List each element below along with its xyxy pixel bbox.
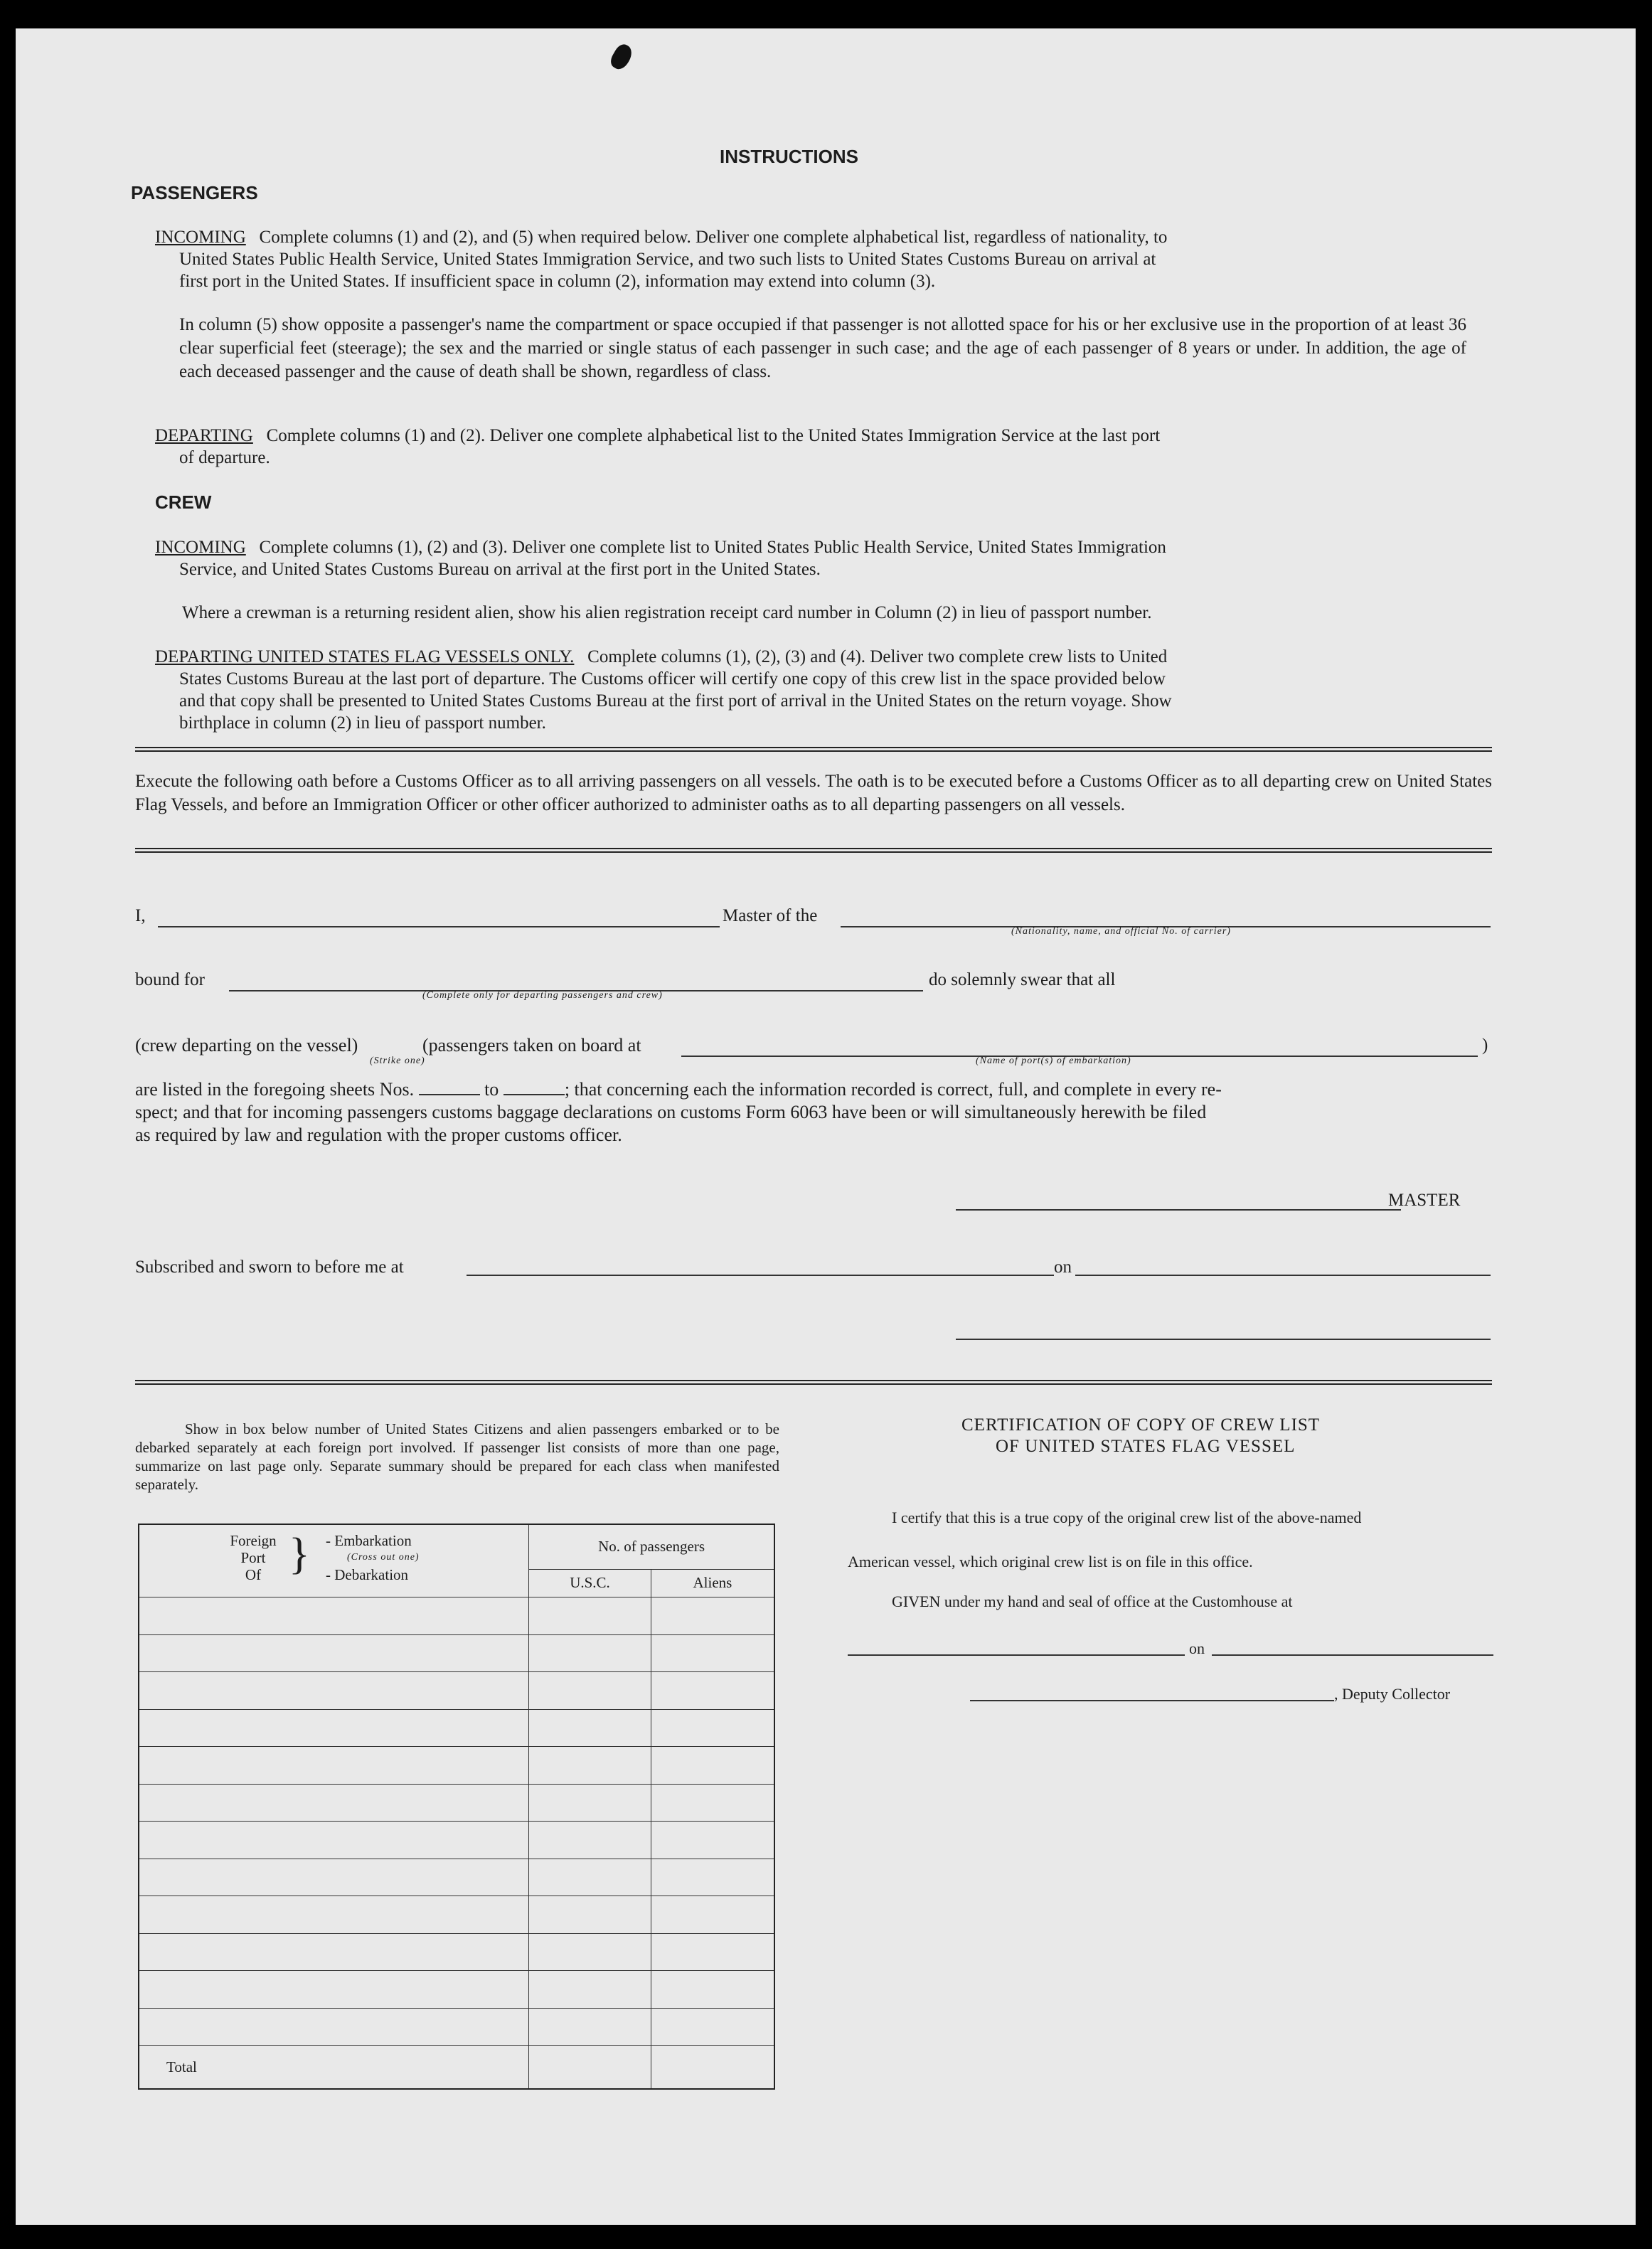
port-cell[interactable] <box>139 1672 529 1710</box>
certify-line-1: I certify that this is a true copy of the original crew list of the above-named <box>892 1509 1362 1526</box>
sworn-on-label: on <box>1054 1258 1072 1277</box>
column-5-instructions: In column (5) show opposite a passenger's name the compartment or space occupied if that passenger is not allotted space for his or her exclusive use in the proportion of at least 36 clear superficial feet (steerage); the sex and the married or single status of each passenger in such case; and the age of each passenger of 8 years or under. In addition, the age of each deceased passenger and the cause of death shall be shown, regardless of class. <box>179 315 1466 381</box>
aliens-cell[interactable] <box>651 1971 774 2009</box>
cross-out-hint: (Cross out one) <box>347 1552 420 1563</box>
crew-departing-label: DEPARTING UNITED STATES FLAG VESSELS ONLY. <box>155 647 575 666</box>
port-cell[interactable] <box>139 1784 529 1822</box>
given-line: GIVEN under my hand and seal of office at the Customhouse at <box>892 1593 1293 1610</box>
table-row <box>139 1747 774 1785</box>
do-swear-label: do solemnly swear that all <box>929 970 1116 989</box>
sheet-to-field[interactable] <box>503 1078 565 1095</box>
crew-departing-line-3: and that copy shall be presented to United States Customs Bureau at the first port of arrival in the United States on the return voyage. Show <box>179 691 1172 711</box>
usc-cell[interactable] <box>529 1859 651 1896</box>
aliens-cell[interactable] <box>651 2008 774 2046</box>
crew-departing-text-1: Complete columns (1), (2), (3) and (4). Deliver two complete crew lists to United <box>587 647 1168 666</box>
foreign-label: Foreign <box>230 1532 277 1549</box>
table-row <box>139 1971 774 2009</box>
aliens-cell[interactable] <box>651 1859 774 1896</box>
aliens-cell[interactable] <box>651 1933 774 1971</box>
passengers-incoming-line-1 <box>155 226 1167 249</box>
embarkation-port-hint: (Name of port(s) of embarkation) <box>976 1056 1131 1066</box>
usc-cell[interactable] <box>529 1896 651 1934</box>
strike-one-hint: (Strike one) <box>370 1056 425 1066</box>
listed-line-1 <box>135 1078 1222 1101</box>
passengers-departing-text-1: Complete columns (1) and (2). Deliver one complete alphabetical list to the United States Immigration Service at the last port <box>266 426 1161 445</box>
crew-heading: CREW <box>155 491 212 513</box>
page-title: INSTRUCTIONS <box>720 146 858 167</box>
master-name-field[interactable] <box>158 926 720 927</box>
carrier-hint: (Nationality, name, and official No. of carrier) <box>1011 926 1231 937</box>
passengers-departing-label: DEPARTING <box>155 426 253 445</box>
passengers-departing-line-2: of departure. <box>179 448 270 467</box>
deputy-signature-field[interactable] <box>970 1700 1334 1701</box>
divider-top <box>135 747 1492 752</box>
usc-cell[interactable] <box>529 1672 651 1710</box>
cert-on-label: on <box>1189 1639 1205 1657</box>
master-of-the-label: Master of the <box>723 906 818 925</box>
subscribed-label: Subscribed and sworn to before me at <box>135 1258 404 1277</box>
total-row <box>139 2046 774 2089</box>
table-row <box>139 1822 774 1859</box>
table-row <box>139 1709 774 1747</box>
usc-cell[interactable] <box>529 1634 651 1672</box>
sworn-place-field[interactable] <box>467 1275 1054 1276</box>
sheet-from-field[interactable] <box>419 1078 480 1095</box>
port-cell[interactable] <box>139 1933 529 1971</box>
usc-cell[interactable] <box>529 1933 651 1971</box>
table-row <box>139 1672 774 1710</box>
table-row <box>139 1634 774 1672</box>
aliens-cell[interactable] <box>651 1597 774 1635</box>
passenger-summary-table <box>138 1524 775 2090</box>
passengers-incoming-label: INCOMING <box>155 228 246 247</box>
port-cell[interactable] <box>139 1709 529 1747</box>
aliens-cell[interactable] <box>651 1709 774 1747</box>
table-row <box>139 1933 774 1971</box>
aliens-cell[interactable] <box>651 1822 774 1859</box>
port-cell[interactable] <box>139 1822 529 1859</box>
passengers-departing-line-1 <box>155 425 1160 447</box>
aliens-cell[interactable] <box>651 1634 774 1672</box>
port-cell[interactable] <box>139 1747 529 1785</box>
crew-departing-option[interactable]: (crew departing on the vessel) <box>135 1035 358 1056</box>
crew-incoming-line-2: Service, and United States Customs Bureau on arrival at the first port in the United States. <box>179 560 821 579</box>
table-row <box>139 1784 774 1822</box>
divider-oath <box>135 848 1492 853</box>
oath-intro: Execute the following oath before a Customs Officer as to all arriving passengers on all vessels. The oath is to be executed before a Customs Officer as to all departing crew on United States Flag Vessels, and before an Immigration Officer or other officer authorized to administer oaths as to all departing passengers on all vessels. <box>135 772 1492 814</box>
listed-text-a: are listed in the foregoing sheets Nos. <box>135 1079 415 1100</box>
usc-header: U.S.C. <box>529 1569 651 1597</box>
cert-date-field[interactable] <box>1212 1654 1493 1656</box>
crew-resident-alien-text: Where a crewman is a returning resident alien, show his alien registration receipt card number in Column (2) in lieu of passport number. <box>182 603 1152 622</box>
table-row <box>139 1597 774 1635</box>
master-signature-label: MASTER <box>1388 1191 1461 1210</box>
usc-cell[interactable] <box>529 1822 651 1859</box>
aliens-cell[interactable] <box>651 1784 774 1822</box>
usc-cell[interactable] <box>529 1597 651 1635</box>
certify-line-2: American vessel, which original crew list is on file in this office. <box>848 1553 1253 1570</box>
port-cell[interactable] <box>139 2008 529 2046</box>
ink-blot <box>608 41 636 72</box>
port-label: Port <box>240 1549 266 1566</box>
port-cell[interactable] <box>139 1896 529 1934</box>
listed-line-3: as required by law and regulation with the proper customs officer. <box>135 1124 622 1145</box>
listed-text-c: ; that concerning each the information recorded is correct, full, and complete in every re- <box>564 1079 1222 1100</box>
usc-total-cell[interactable] <box>529 2046 651 2089</box>
port-header-cell <box>139 1524 529 1597</box>
crew-incoming-label: INCOMING <box>155 538 246 557</box>
port-cell[interactable] <box>139 1597 529 1635</box>
aliens-cell[interactable] <box>651 1672 774 1710</box>
usc-cell[interactable] <box>529 2008 651 2046</box>
foreign-port-of-label <box>222 1532 284 1583</box>
close-paren: ) <box>1482 1036 1488 1055</box>
passengers-taken-option[interactable]: (passengers taken on board at <box>422 1035 641 1056</box>
usc-cell[interactable] <box>529 1971 651 2009</box>
divider-bottom <box>135 1380 1492 1385</box>
of-label: Of <box>245 1566 262 1583</box>
no-of-passengers-header: No. of passengers <box>529 1524 774 1569</box>
embarkation-label[interactable]: - Embarkation <box>326 1532 412 1549</box>
customhouse-field[interactable] <box>848 1654 1185 1656</box>
passengers-incoming-text-1: Complete columns (1) and (2), and (5) when required below. Deliver one complete alphabetical list, regardless of nationality, to <box>259 228 1168 247</box>
table-row <box>139 1859 774 1896</box>
crew-incoming-text-1: Complete columns (1), (2) and (3). Deliver one complete list to United States Public Health Service, United States Immigration <box>259 538 1166 557</box>
form-page <box>16 28 1636 2225</box>
listed-text-b: to <box>484 1079 499 1100</box>
crew-departing-line-2: States Customs Bureau at the last port of departure. The Customs officer will certify one copy of this crew list in the space provided below <box>179 669 1166 688</box>
bound-for-hint: (Complete only for departing passengers and crew) <box>422 990 663 1001</box>
debarkation-label[interactable]: - Debarkation <box>326 1566 409 1583</box>
sworn-date-field[interactable] <box>1075 1275 1491 1276</box>
passengers-incoming-line-2: United States Public Health Service, United States Immigration Service, and two such lists to United States Customs Bureau on arrival at <box>179 250 1156 269</box>
total-label: Total <box>139 2046 529 2089</box>
aliens-total-cell[interactable] <box>651 2046 774 2089</box>
officer-signature-field[interactable] <box>956 1339 1491 1340</box>
port-cell[interactable] <box>139 1634 529 1672</box>
certification-title-2: OF UNITED STATES FLAG VESSEL <box>996 1437 1296 1456</box>
oath-i-label: I, <box>135 906 146 925</box>
deputy-collector-label: , Deputy Collector <box>1334 1685 1451 1703</box>
usc-cell[interactable] <box>529 1709 651 1747</box>
brace-glyph: } <box>289 1530 310 1578</box>
bound-for-label: bound for <box>135 970 205 989</box>
crew-departing-line-4: birthplace in column (2) in lieu of passport number. <box>179 713 546 733</box>
passengers-heading: PASSENGERS <box>131 182 258 203</box>
usc-cell[interactable] <box>529 1747 651 1785</box>
aliens-header: Aliens <box>651 1569 774 1597</box>
crew-incoming-line-1 <box>155 536 1166 559</box>
passengers-incoming-line-3: first port in the United States. If insufficient space in column (2), information may extend into column (3). <box>179 272 936 291</box>
aliens-cell[interactable] <box>651 1896 774 1934</box>
port-cell[interactable] <box>139 1859 529 1896</box>
certification-title-1: CERTIFICATION OF COPY OF CREW LIST <box>961 1415 1321 1435</box>
summary-instructions: Show in box below number of United States Citizens and alien passengers embarked or to be debarked separately at each foreign port involved. If passenger list consists of more than one page, summarize on last page only. Separate summary should be prepared for each class when manifested separately. <box>135 1420 779 1493</box>
listed-line-2: spect; and that for incoming passengers customs baggage declarations on customs Form 6063 have been or will simultaneously herewith be filed <box>135 1102 1207 1122</box>
port-cell[interactable] <box>139 1971 529 2009</box>
master-signature-field[interactable] <box>956 1209 1401 1211</box>
embarkation-options <box>326 1532 420 1583</box>
aliens-cell[interactable] <box>651 1747 774 1785</box>
usc-cell[interactable] <box>529 1784 651 1822</box>
table-row <box>139 2008 774 2046</box>
table-row <box>139 1896 774 1934</box>
crew-departing-line-1 <box>155 646 1167 669</box>
